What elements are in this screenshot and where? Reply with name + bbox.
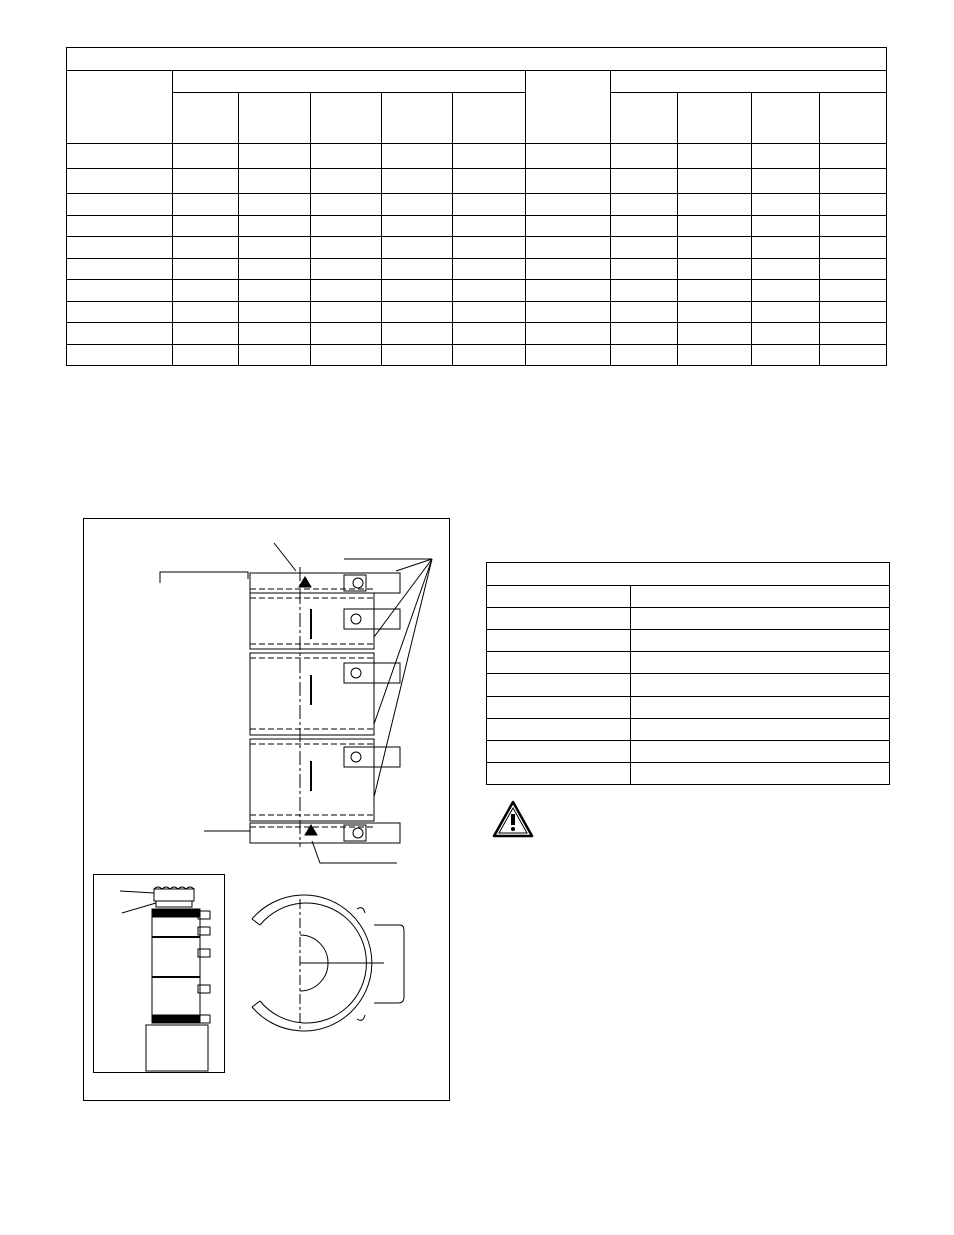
table-cell	[67, 194, 173, 216]
table-cell	[526, 216, 611, 237]
table-cell	[239, 93, 311, 144]
table-cell	[453, 169, 526, 194]
table-cell	[239, 144, 311, 169]
table-cell	[67, 216, 173, 237]
table-cell	[453, 259, 526, 280]
table-cell	[487, 586, 631, 608]
table-cell	[239, 216, 311, 237]
table-cell	[173, 345, 239, 366]
table-cell	[611, 259, 678, 280]
table-row	[487, 740, 890, 762]
table-cell	[239, 345, 311, 366]
table-cell	[611, 71, 887, 93]
table-cell	[820, 237, 887, 259]
table-cell	[67, 71, 173, 144]
leader-line	[374, 559, 432, 797]
table-cell	[820, 323, 887, 345]
table-cell	[487, 563, 890, 586]
table-cell	[526, 280, 611, 302]
inset-box	[93, 874, 225, 1073]
table-cell	[487, 652, 631, 674]
table-cell	[311, 237, 382, 259]
inset-cap	[154, 889, 194, 901]
table-cell	[631, 608, 890, 630]
table-row	[487, 762, 890, 784]
table-cell	[239, 280, 311, 302]
table-cell	[453, 302, 526, 323]
table-row	[67, 169, 887, 194]
table-row	[67, 144, 887, 169]
handle-knob	[357, 1015, 365, 1020]
table-cell	[487, 762, 631, 784]
table-cell	[311, 216, 382, 237]
table-cell	[67, 280, 173, 302]
table-cell	[752, 216, 820, 237]
table-cell	[820, 194, 887, 216]
clamp-plan-view	[234, 879, 409, 1049]
table-cell	[752, 345, 820, 366]
table-cell	[311, 144, 382, 169]
leader-line	[274, 543, 296, 571]
table-cell	[752, 169, 820, 194]
table-cell	[752, 237, 820, 259]
table-cell	[311, 93, 382, 144]
table-row	[67, 237, 887, 259]
table-cell	[173, 194, 239, 216]
table-cell	[820, 345, 887, 366]
table-row	[487, 608, 890, 630]
table-subheader-row	[67, 93, 887, 144]
table-cell	[820, 93, 887, 144]
clamp-handle	[374, 925, 404, 1003]
table-cell	[631, 740, 890, 762]
table-cell	[453, 93, 526, 144]
table-cell	[611, 323, 678, 345]
inset-stack	[152, 909, 200, 1021]
table-cell	[382, 169, 453, 194]
table-cell	[67, 259, 173, 280]
table-cell	[382, 302, 453, 323]
table-title-row	[67, 48, 887, 71]
table-cell	[173, 280, 239, 302]
inset-collar	[156, 901, 192, 907]
clamp-edge	[252, 919, 260, 925]
table-cell	[820, 216, 887, 237]
table-cell	[820, 259, 887, 280]
table-cell	[752, 93, 820, 144]
table-cell	[382, 93, 453, 144]
table-cell	[67, 48, 887, 71]
table-cell	[678, 323, 752, 345]
clamp-screw	[351, 668, 361, 678]
table-row	[67, 216, 887, 237]
table-cell	[67, 169, 173, 194]
table-cell	[173, 259, 239, 280]
table-cell	[173, 169, 239, 194]
table-cell	[487, 696, 631, 718]
table-title-row	[487, 563, 890, 586]
table-cell	[453, 345, 526, 366]
table-cell	[678, 93, 752, 144]
table-cell	[678, 280, 752, 302]
table-cell	[173, 302, 239, 323]
handle-knob	[357, 908, 365, 913]
table-cell	[173, 216, 239, 237]
table-cell	[382, 194, 453, 216]
clamp-screw	[353, 828, 363, 838]
table-row	[487, 586, 890, 608]
table-cell	[382, 280, 453, 302]
leader-line	[374, 559, 432, 637]
clamp-screw	[351, 614, 361, 624]
table-cell	[382, 345, 453, 366]
table-cell	[382, 259, 453, 280]
table-row	[487, 696, 890, 718]
table-cell	[678, 237, 752, 259]
table-cell	[752, 323, 820, 345]
table-cell	[382, 144, 453, 169]
table-row	[487, 674, 890, 696]
table-cell	[311, 302, 382, 323]
table-cell	[382, 237, 453, 259]
table-cell	[611, 345, 678, 366]
leader-line	[120, 891, 154, 893]
table-cell	[631, 696, 890, 718]
table-row	[67, 345, 887, 366]
table-cell	[611, 144, 678, 169]
table-cell	[311, 259, 382, 280]
table-cell	[487, 608, 631, 630]
section-clamp	[344, 609, 400, 629]
specification-table	[66, 47, 887, 366]
table-cell	[526, 71, 611, 144]
table-cell	[611, 302, 678, 323]
table-cell	[239, 302, 311, 323]
table-cell	[453, 323, 526, 345]
table-cell	[239, 194, 311, 216]
table-cell	[820, 302, 887, 323]
table-cell	[752, 302, 820, 323]
leader-line	[312, 841, 397, 863]
table-cell	[453, 237, 526, 259]
table-cell	[631, 586, 890, 608]
table-cell	[173, 93, 239, 144]
table-cell	[631, 762, 890, 784]
inset-base	[146, 1025, 208, 1071]
clamp-screw	[351, 752, 361, 762]
table-cell	[311, 280, 382, 302]
table-row	[67, 280, 887, 302]
table-cell	[611, 194, 678, 216]
inset-ring	[152, 909, 200, 917]
bottom-ring	[250, 823, 400, 843]
table-header-row	[67, 71, 887, 93]
table-cell	[678, 144, 752, 169]
table-row	[487, 652, 890, 674]
table-cell	[526, 144, 611, 169]
table-cell	[526, 237, 611, 259]
table-cell	[382, 216, 453, 237]
leader-line	[160, 572, 248, 583]
inset-ring	[152, 1015, 200, 1023]
table-cell	[173, 144, 239, 169]
table-cell	[678, 169, 752, 194]
table-cell	[526, 169, 611, 194]
table-row	[487, 718, 890, 740]
table-cell	[678, 194, 752, 216]
warning-triangle-icon	[491, 799, 535, 839]
table-cell	[67, 144, 173, 169]
table-row	[67, 323, 887, 345]
table-cell	[453, 216, 526, 237]
assembly-figure	[83, 518, 450, 1101]
table-cell	[820, 280, 887, 302]
table-cell	[311, 194, 382, 216]
table-cell	[453, 280, 526, 302]
table-cell	[820, 169, 887, 194]
table-cell	[631, 652, 890, 674]
table-cell	[67, 237, 173, 259]
table-cell	[526, 259, 611, 280]
table-cell	[239, 323, 311, 345]
table-row	[67, 259, 887, 280]
table-cell	[311, 323, 382, 345]
table-cell	[678, 216, 752, 237]
table-cell	[487, 740, 631, 762]
clamp-edge	[252, 1001, 260, 1007]
table-cell	[239, 169, 311, 194]
table-row	[67, 194, 887, 216]
table-cell	[526, 194, 611, 216]
table-cell	[611, 169, 678, 194]
table-cell	[173, 237, 239, 259]
direction-triangle-icon	[299, 577, 311, 587]
table-cell	[631, 674, 890, 696]
table-cell	[239, 259, 311, 280]
table-cell	[820, 144, 887, 169]
table-cell	[752, 259, 820, 280]
table-cell	[611, 216, 678, 237]
table-cell	[67, 323, 173, 345]
leader-line	[374, 559, 432, 724]
table-cell	[678, 345, 752, 366]
top-ring	[250, 573, 400, 593]
leader-line	[122, 903, 156, 913]
table-row	[487, 630, 890, 652]
table-cell	[526, 302, 611, 323]
table-cell	[526, 323, 611, 345]
table-cell	[487, 674, 631, 696]
table-cell	[311, 169, 382, 194]
leader-line	[396, 559, 432, 571]
table-cell	[487, 630, 631, 652]
table-cell	[611, 280, 678, 302]
table-cell	[382, 323, 453, 345]
table-cell	[453, 144, 526, 169]
table-cell	[239, 237, 311, 259]
table-cell	[611, 237, 678, 259]
table-cell	[173, 323, 239, 345]
table-cell	[173, 71, 526, 93]
table-cell	[526, 345, 611, 366]
table-cell	[678, 259, 752, 280]
table-cell	[752, 280, 820, 302]
table-cell	[631, 718, 890, 740]
table-cell	[752, 194, 820, 216]
table-cell	[67, 345, 173, 366]
table-cell	[311, 345, 382, 366]
setup-table	[486, 562, 890, 785]
table-cell	[752, 144, 820, 169]
table-cell	[487, 718, 631, 740]
table-cell	[631, 630, 890, 652]
table-row	[67, 302, 887, 323]
table-cell	[611, 93, 678, 144]
inset-drawing	[94, 875, 224, 1072]
section-clamp	[344, 747, 400, 767]
table-cell	[67, 302, 173, 323]
table-cell	[453, 194, 526, 216]
table-cell	[678, 302, 752, 323]
clamp-screw	[353, 578, 363, 588]
